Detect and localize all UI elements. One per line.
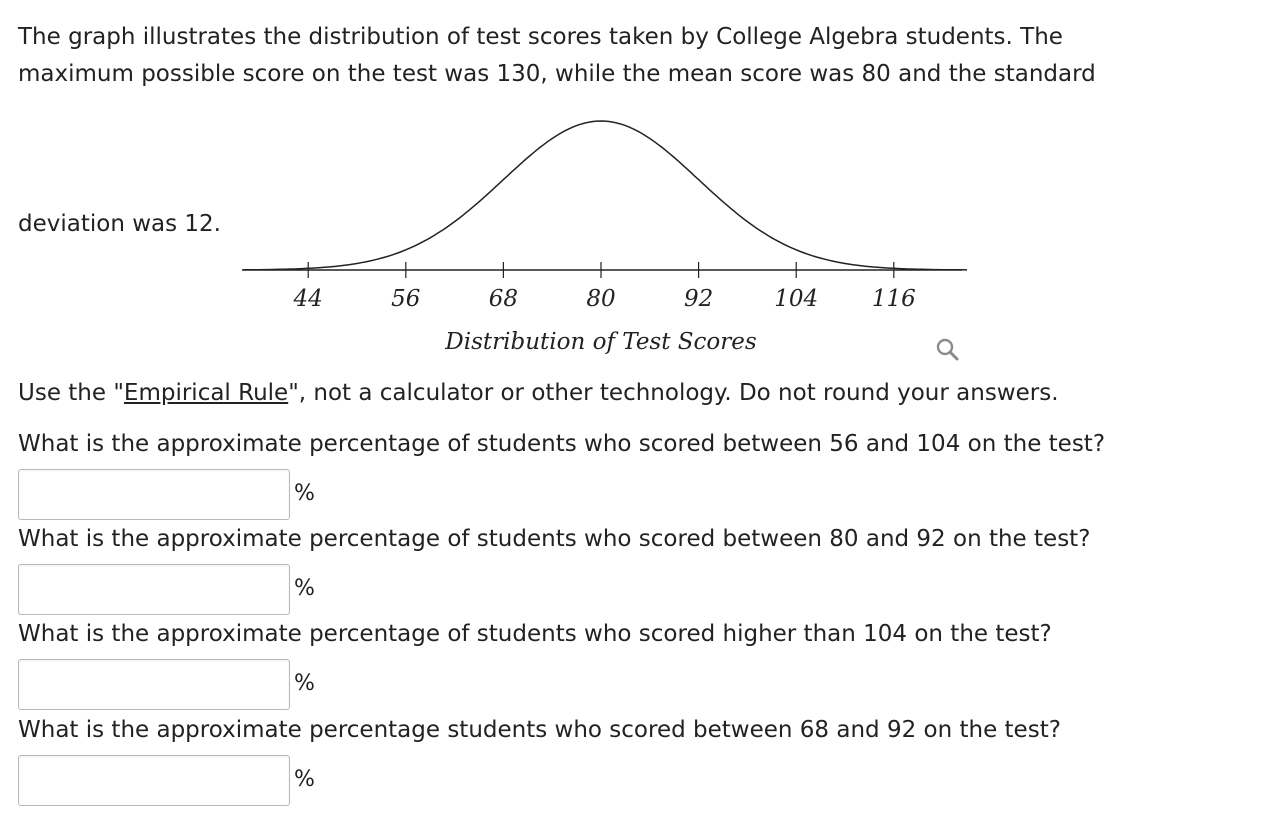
x-tick-label: 116 (871, 286, 916, 312)
answer-input-3[interactable] (18, 659, 290, 710)
answer-input-4[interactable] (18, 755, 290, 806)
intro-line-3: deviation was 12. (18, 211, 221, 237)
x-tick-label: 104 (774, 286, 819, 312)
answer-input-1[interactable] (18, 469, 290, 520)
x-tick-label: 44 (293, 286, 323, 312)
intro-line-1: The graph illustrates the distribution of test scores taken by College Algebra students. The (18, 24, 1063, 50)
instruction-after: ", not a calculator or other technology. Do not round your answers. (288, 380, 1059, 406)
x-tick-label: 68 (488, 286, 519, 312)
question-3-text: What is the approximate percentage of students who scored higher than 104 on the test? (18, 621, 1052, 647)
question-4-text: What is the approximate percentage students who scored between 68 and 92 on the test? (18, 717, 1061, 743)
question-1-text: What is the approximate percentage of students who scored between 56 and 104 on the test? (18, 431, 1106, 457)
intro-line-2: maximum possible score on the test was 130, while the mean score was 80 and the standard (18, 61, 1096, 87)
x-tick-label: 80 (586, 286, 616, 312)
percent-label-1: % (294, 481, 315, 506)
x-axis-title: Distribution of Test Scores (445, 329, 757, 355)
instruction-text (18, 380, 1059, 406)
percent-label-3: % (294, 671, 315, 696)
question-2-text: What is the approximate percentage of students who scored between 80 and 92 on the test? (18, 526, 1091, 552)
empirical-rule-link[interactable]: Empirical Rule (123, 380, 289, 406)
x-tick-label: 56 (391, 286, 421, 312)
percent-label-2: % (294, 576, 315, 601)
normal-distribution-graph (0, 0, 1286, 380)
answer-input-2[interactable] (18, 564, 290, 615)
percent-label-4: % (294, 767, 315, 792)
instruction-before: Use the " (18, 380, 124, 406)
x-tick-label: 92 (683, 286, 714, 312)
normal-curve (243, 121, 967, 270)
magnifying-glass-icon[interactable] (931, 336, 965, 364)
